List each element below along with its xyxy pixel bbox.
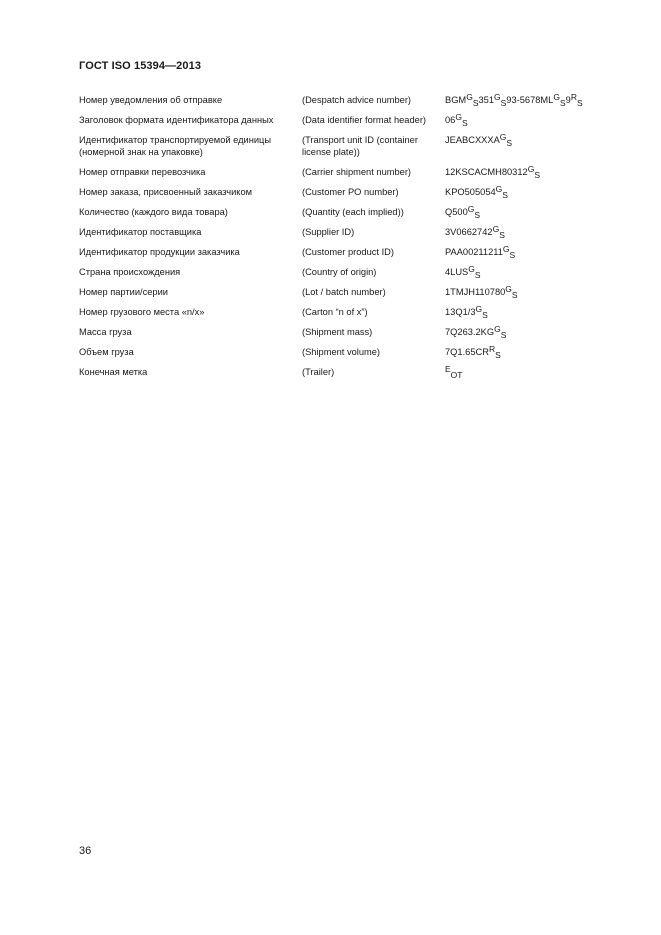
field-name-english: (Shipment volume) — [302, 347, 381, 358]
table-row — [79, 344, 619, 361]
field-name-russian: Объем груза — [79, 347, 134, 358]
encoded-data-string — [445, 324, 615, 341]
table-row — [79, 114, 619, 126]
field-name-russian: Номер грузового места «n/x» — [79, 307, 205, 318]
control-character-glyph: S — [495, 350, 501, 361]
field-name-english: (Carton “n of x”) — [302, 307, 368, 318]
code-text: 06 — [445, 115, 456, 125]
table-row — [79, 94, 619, 106]
encoded-data-string — [445, 304, 615, 321]
encoded-data-string — [445, 184, 615, 201]
code-text: 7Q1.65CR — [445, 347, 489, 358]
encoded-data-string — [445, 94, 615, 106]
encoded-data-string — [445, 224, 615, 241]
code-text: 3V0662742 — [445, 227, 493, 238]
code-text: BGM — [445, 95, 467, 105]
control-character-glyph: G — [495, 184, 503, 195]
page-number: 36 — [79, 845, 92, 857]
encoded-data-string — [445, 284, 615, 301]
table-row — [79, 264, 619, 281]
code-text: 351 — [478, 95, 494, 105]
table-row — [79, 364, 619, 381]
control-character-glyph: T — [457, 370, 463, 381]
field-name-russian: Заголовок формата идентификатора данных — [79, 115, 274, 125]
code-text: 93-5678ML — [506, 95, 554, 105]
table-row — [79, 244, 619, 261]
field-name-english: (Despatch advice number) — [302, 95, 412, 105]
field-name-english: (Customer PO number) — [302, 187, 399, 198]
control-character-glyph: S — [474, 210, 481, 221]
control-character-glyph: G — [455, 112, 462, 122]
control-character-glyph: S — [502, 190, 508, 201]
control-character-glyph: S — [500, 98, 507, 108]
table-row — [79, 224, 619, 241]
field-name-english: (Data identifier format header) — [302, 115, 427, 125]
field-name-english: (Carrier shipment number) — [302, 167, 412, 178]
field-name-russian: Идентификатор транспортируемой единицы (номерной знак на упаковке) — [79, 135, 272, 158]
code-text: 13Q1/3 — [445, 307, 476, 318]
control-character-glyph: O — [450, 370, 458, 381]
field-name-russian: Идентификатор продукции заказчика — [79, 247, 240, 258]
field-name-russian: Идентификатор поставщика — [79, 227, 202, 238]
control-character-glyph: G — [467, 204, 475, 215]
control-character-glyph: S — [482, 310, 488, 321]
control-character-glyph: G — [475, 304, 483, 315]
encoded-data-string — [445, 134, 615, 146]
control-character-glyph: E — [445, 364, 451, 375]
code-text: JEABCXXXA — [445, 135, 500, 145]
table-row — [79, 324, 619, 341]
encoded-data-string — [445, 264, 615, 281]
control-character-glyph: G — [527, 164, 535, 175]
encoded-data-string — [445, 344, 615, 361]
field-name-russian: Масса груза — [79, 327, 132, 338]
control-character-glyph: G — [494, 92, 501, 102]
control-character-glyph: G — [553, 92, 560, 102]
table-row — [79, 304, 619, 321]
field-name-russian: Количество (каждого вида товара) — [79, 207, 228, 218]
field-name-russian: Страна происхождения — [79, 267, 181, 278]
field-name-english: (Quantity (each implied)) — [302, 207, 404, 218]
document-header: ГОСТ ISO 15394—2013 — [79, 60, 202, 72]
field-name-english: (Supplier ID) — [302, 227, 355, 238]
field-name-russian: Номер партии/серии — [79, 287, 168, 298]
code-text: 1TMJH110780 — [445, 287, 506, 298]
control-character-glyph: G — [468, 264, 475, 275]
encoded-data-string — [445, 364, 615, 381]
field-name-russian: Номер отправки перевозчика — [79, 167, 206, 178]
field-name-english: (Country of origin) — [302, 267, 377, 278]
control-character-glyph: S — [534, 170, 540, 181]
encoded-data-string — [445, 114, 615, 126]
control-character-glyph: G — [492, 224, 500, 235]
control-character-glyph: S — [576, 98, 583, 108]
control-character-glyph: S — [474, 270, 481, 281]
field-name-english: (Lot / batch number) — [302, 287, 386, 298]
control-character-glyph: S — [499, 230, 505, 241]
code-text: 7Q263.2KG — [445, 327, 495, 338]
control-character-glyph: G — [505, 284, 512, 295]
control-character-glyph: S — [511, 290, 518, 301]
control-character-glyph: S — [461, 118, 468, 128]
encoded-data-string — [445, 164, 615, 181]
data-identifier-table — [79, 94, 619, 386]
table-row — [79, 134, 619, 159]
field-name-english: (Transport unit ID (container license plate)) — [302, 135, 418, 158]
code-text: PAA00211211 — [445, 247, 503, 258]
field-name-russian: Конечная метка — [79, 367, 148, 378]
control-character-glyph: G — [466, 92, 473, 102]
table-row — [79, 164, 619, 181]
encoded-data-string — [445, 244, 615, 261]
control-character-glyph: R — [488, 344, 496, 355]
code-text: 9 — [565, 95, 571, 105]
code-text: 4LUS — [445, 267, 469, 278]
field-name-english: (Customer product ID) — [302, 247, 394, 258]
control-character-glyph: G — [502, 244, 510, 255]
encoded-data-string — [445, 204, 615, 221]
control-character-glyph: G — [499, 132, 507, 142]
control-character-glyph: S — [509, 250, 516, 261]
control-character-glyph: R — [570, 92, 577, 102]
table-row — [79, 284, 619, 301]
control-character-glyph: S — [472, 98, 479, 108]
code-text: 12KSCACMH80312 — [445, 167, 528, 178]
code-text: Q500 — [445, 207, 468, 218]
field-name-english: (Trailer) — [302, 367, 335, 378]
code-text: KPO505054 — [445, 187, 496, 198]
field-name-russian: Номер заказа, присвоенный заказчиком — [79, 187, 253, 198]
field-name-russian: Номер уведомления об отправке — [79, 95, 223, 105]
control-character-glyph: S — [559, 98, 566, 108]
control-character-glyph: G — [494, 324, 501, 335]
control-character-glyph: S — [500, 330, 507, 341]
table-row — [79, 204, 619, 221]
table-row — [79, 184, 619, 201]
control-character-glyph: S — [506, 138, 513, 148]
field-name-english: (Shipment mass) — [302, 327, 373, 338]
